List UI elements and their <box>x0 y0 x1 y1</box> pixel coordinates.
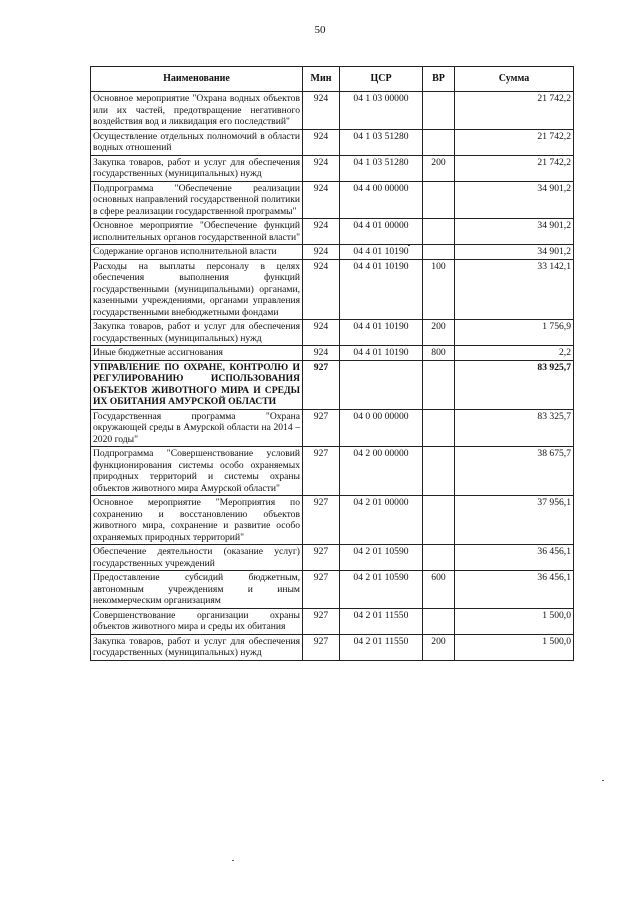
cell-sum: 34 901,2 <box>455 245 574 260</box>
cell-min: 927 <box>303 447 340 496</box>
cell-csr: 04 2 00 00000 <box>340 447 423 496</box>
cell-min: 927 <box>303 634 340 660</box>
cell-sum: 37 956,1 <box>455 496 574 545</box>
cell-name: Закупка товаров, работ и услуг для обеспечения государственных (муниципальных) нужд <box>91 634 303 660</box>
cell-vr <box>423 608 455 634</box>
cell-csr: 04 1 03 51280 <box>340 129 423 155</box>
table-header-row <box>91 67 574 92</box>
cell-name: Совершенствование организации охраны объектов животного мира и среды их обитания <box>91 608 303 634</box>
cell-sum: 36 456,1 <box>455 545 574 571</box>
cell-vr <box>423 181 455 219</box>
cell-min: 927 <box>303 608 340 634</box>
cell-min: 924 <box>303 219 340 245</box>
cell-min: 924 <box>303 259 340 320</box>
column-header-min: Мин <box>303 67 340 92</box>
cell-name: Иные бюджетные ассигнования <box>91 346 303 361</box>
cell-csr: 04 4 01 10190 <box>340 245 423 260</box>
table-row <box>91 155 574 181</box>
cell-csr: 04 2 01 10590 <box>340 545 423 571</box>
cell-sum: 34 901,2 <box>455 219 574 245</box>
cell-name: УПРАВЛЕНИЕ ПО ОХРАНЕ, КОНТРОЛЮ И РЕГУЛИРОВАНИЮ ИСПОЛЬЗОВАНИЯ ОБЪЕКТОВ ЖИВОТНОГО МИРА И СРЕДЫ ИХ ОБИТАНИЯ АМУРСКОЙ ОБЛАСТИ <box>91 360 303 409</box>
table-row <box>91 608 574 634</box>
cell-vr <box>423 496 455 545</box>
cell-min: 927 <box>303 545 340 571</box>
table-row <box>91 571 574 609</box>
cell-sum: 2,2 <box>455 346 574 361</box>
table-row <box>91 634 574 660</box>
table-row <box>91 346 574 361</box>
table-row <box>91 259 574 320</box>
column-header-csr: ЦСР <box>340 67 423 92</box>
table-body <box>91 92 574 661</box>
budget-table <box>90 66 574 661</box>
cell-name: Закупка товаров, работ и услуг для обеспечения государственных (муниципальных) нужд <box>91 155 303 181</box>
table-row <box>91 320 574 346</box>
scan-dot <box>602 780 604 781</box>
cell-min: 924 <box>303 92 340 130</box>
cell-min: 927 <box>303 360 340 409</box>
cell-min: 924 <box>303 155 340 181</box>
table-row <box>91 92 574 130</box>
cell-name: Расходы на выплаты персоналу в целях обеспечения выполнения функций государственными (муниципальными) органами, казенными учреждениями, органами управления государственными внебюджетными фондами <box>91 259 303 320</box>
table-row <box>91 360 574 409</box>
cell-sum: 21 742,2 <box>455 155 574 181</box>
cell-min: 927 <box>303 571 340 609</box>
cell-min: 924 <box>303 245 340 260</box>
cell-vr <box>423 545 455 571</box>
cell-csr: 04 4 01 10190 <box>340 320 423 346</box>
cell-sum: 21 742,2 <box>455 129 574 155</box>
cell-vr: 200 <box>423 320 455 346</box>
scan-dot <box>408 245 410 246</box>
cell-name: Закупка товаров, работ и услуг для обеспечения государственных (муниципальных) нужд <box>91 320 303 346</box>
cell-vr <box>423 409 455 447</box>
table-row <box>91 545 574 571</box>
column-header-name: Наименование <box>91 67 303 92</box>
cell-csr: 04 4 00 00000 <box>340 181 423 219</box>
column-header-vr: ВР <box>423 67 455 92</box>
cell-vr: 200 <box>423 155 455 181</box>
table-row <box>91 181 574 219</box>
cell-sum: 36 456,1 <box>455 571 574 609</box>
table-row <box>91 447 574 496</box>
cell-name: Подпрограмма "Обеспечение реализации основных направлений государственной политики в сфере реализации государственной программы" <box>91 181 303 219</box>
cell-sum: 83 925,7 <box>455 360 574 409</box>
cell-csr: 04 2 01 10590 <box>340 571 423 609</box>
cell-name: Основное мероприятие "Обеспечение функций исполнительных органов государственной власти" <box>91 219 303 245</box>
column-header-sum: Сумма <box>455 67 574 92</box>
cell-sum: 1 756,9 <box>455 320 574 346</box>
cell-csr: 04 2 01 11550 <box>340 634 423 660</box>
page-number: 50 <box>314 24 326 36</box>
cell-min: 924 <box>303 320 340 346</box>
cell-name: Обеспечение деятельности (оказание услуг) государственных учреждений <box>91 545 303 571</box>
cell-vr: 800 <box>423 346 455 361</box>
cell-min: 927 <box>303 496 340 545</box>
cell-csr: 04 2 01 00000 <box>340 496 423 545</box>
cell-sum: 33 142,1 <box>455 259 574 320</box>
cell-csr: 04 1 03 00000 <box>340 92 423 130</box>
cell-sum: 34 901,2 <box>455 181 574 219</box>
table-row <box>91 496 574 545</box>
cell-sum: 1 500,0 <box>455 608 574 634</box>
cell-vr <box>423 245 455 260</box>
cell-name: Содержание органов исполнительной власти <box>91 245 303 260</box>
cell-vr <box>423 129 455 155</box>
cell-csr: 04 1 03 51280 <box>340 155 423 181</box>
cell-vr <box>423 360 455 409</box>
cell-csr: 04 4 01 10190 <box>340 259 423 320</box>
cell-vr: 600 <box>423 571 455 609</box>
cell-min: 924 <box>303 346 340 361</box>
table-row <box>91 409 574 447</box>
cell-min: 927 <box>303 409 340 447</box>
cell-vr <box>423 92 455 130</box>
table-row <box>91 129 574 155</box>
cell-sum: 83 325,7 <box>455 409 574 447</box>
scan-dot <box>232 860 234 861</box>
cell-min: 924 <box>303 129 340 155</box>
cell-min: 924 <box>303 181 340 219</box>
cell-vr <box>423 447 455 496</box>
cell-csr: 04 4 01 10190 <box>340 346 423 361</box>
table-row <box>91 219 574 245</box>
cell-sum: 38 675,7 <box>455 447 574 496</box>
cell-name: Основное мероприятие "Охрана водных объектов или их частей, предотвращение негативного воздействия вод и ликвидация его последствий" <box>91 92 303 130</box>
cell-csr: 04 2 01 11550 <box>340 608 423 634</box>
cell-name: Государственная программа "Охрана окружающей среды в Амурской области на 2014 – 2020 годы" <box>91 409 303 447</box>
cell-name: Подпрограмма "Совершенствование условий функционирования системы особо охраняемых природных территорий и системы охраны объектов животного мира Амурской области" <box>91 447 303 496</box>
cell-name: Осуществление отдельных полномочий в области водных отношений <box>91 129 303 155</box>
cell-vr <box>423 219 455 245</box>
cell-sum: 21 742,2 <box>455 92 574 130</box>
cell-name: Основное мероприятие "Мероприятия по сохранению и восстановлению объектов животного мира, сохранение и развитие особо охраняемых природных территорий" <box>91 496 303 545</box>
cell-csr: 04 4 01 00000 <box>340 219 423 245</box>
cell-name: Предоставление субсидий бюджетным, автономным учреждениям и иным некоммерческим организациям <box>91 571 303 609</box>
cell-csr <box>340 360 423 409</box>
cell-csr: 04 0 00 00000 <box>340 409 423 447</box>
cell-vr: 100 <box>423 259 455 320</box>
table-row <box>91 245 574 260</box>
cell-vr: 200 <box>423 634 455 660</box>
cell-sum: 1 500,0 <box>455 634 574 660</box>
